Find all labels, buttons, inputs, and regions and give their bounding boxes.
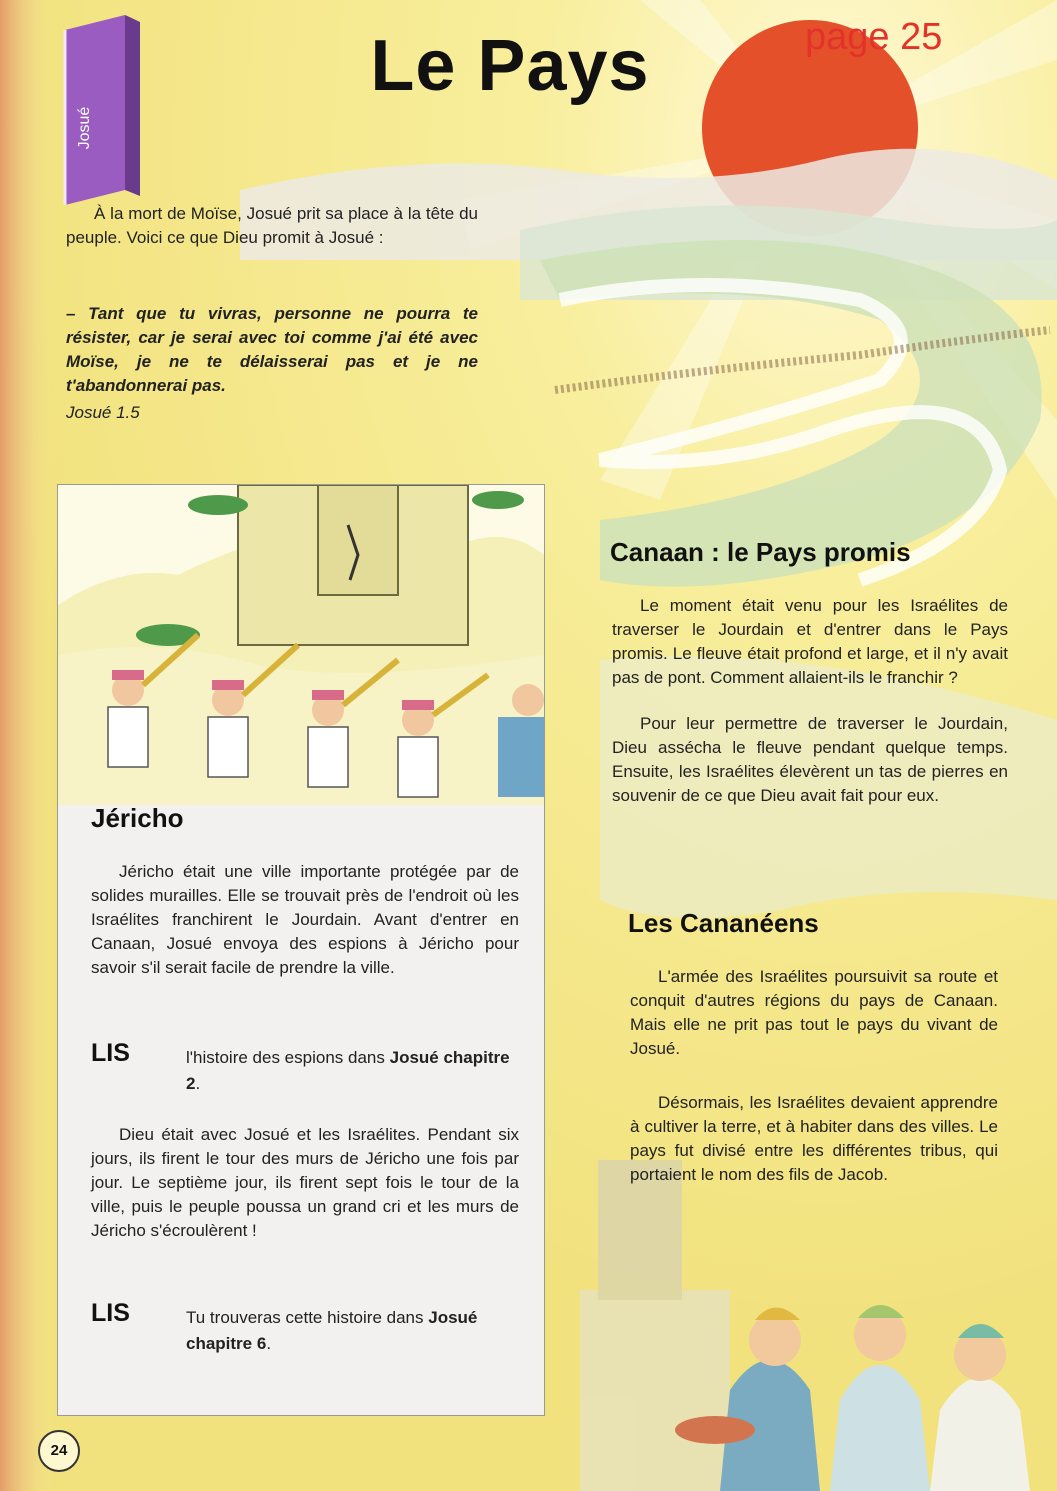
lis-text-1-end: . xyxy=(195,1074,201,1093)
page-number: 24 xyxy=(38,1430,80,1472)
jericho-illustration xyxy=(58,485,544,805)
jericho-box xyxy=(57,484,545,1416)
jericho-body-2 xyxy=(91,1123,519,1265)
lis-label-2: LIS xyxy=(91,1299,130,1327)
lis-row-2 xyxy=(91,1299,521,1357)
page-label: page 25 xyxy=(805,16,943,58)
lis-text-1-plain: l'histoire des espions dans xyxy=(186,1048,385,1067)
intro-text xyxy=(66,202,478,272)
cananeens-body-2 xyxy=(630,1091,998,1209)
lis-text-2-end: . xyxy=(266,1334,272,1353)
intro-quote: – Tant que tu vivras, personne ne pourra te résister, car je serai avec toi comme j'ai été avec Moïse, je ne te délaisserai pas et je ne t'abandonnerai pas. xyxy=(66,304,478,395)
lis-text-1 xyxy=(186,1045,521,1097)
book-spine-label: Josué xyxy=(76,106,93,150)
lis-text-2-bold: Josué chapitre 6 xyxy=(186,1308,478,1353)
page-title: Le Pays xyxy=(370,26,650,106)
canaan-paragraph-1: Le moment était venu pour les Israélites de traverser le Jourdain et d'entrer dans le Pays promis. Le fleuve était profond et large, et il n'y avait pas de pont. Comment allaient-ils le franchir ? xyxy=(612,596,1008,687)
jericho-paragraph-1: Jéricho était une ville importante protégée par de solides murailles. Elle se trouvait près de l'endroit où les Israélites franchirent le Jourdain. Avant d'entrer en Canaan, Josué envoya des espions à Jéricho pour savoir s'il serait facile de prendre la ville. xyxy=(91,862,519,977)
lis-label-1: LIS xyxy=(91,1039,130,1067)
intro-paragraph: À la mort de Moïse, Josué prit sa place à la tête du peuple. Voici ce que Dieu promit à Josué : xyxy=(66,204,478,247)
canaan-heading: Canaan : le Pays promis xyxy=(610,537,911,567)
cananeens-heading: Les Cananéens xyxy=(628,908,819,938)
jericho-paragraph-2: Dieu était avec Josué et les Israélites. Pendant six jours, ils firent le tour des murs de Jéricho une fois par jour. Le septième jour, ils firent sept fois le tour de la ville, puis le peuple poussa un grand cri et les murs de Jéricho s'écroulèrent ! xyxy=(91,1125,519,1240)
cananeens-paragraph-1: L'armée des Israélites poursuivit sa route et conquit d'autres régions du pays de Canaan. Mais elle ne prit pas tout le pays du vivant de Josué. xyxy=(630,967,998,1058)
lis-text-2-plain: Tu trouveras cette histoire dans xyxy=(186,1308,424,1327)
canaan-paragraph-2: Pour leur permettre de traverser le Jourdain, Dieu assécha le fleuve pendant quelque temps. Ensuite, les Israélites élevèrent un tas de pierres en souvenir de ce que Dieu avait fait pour eux. xyxy=(612,714,1008,805)
cananeens-paragraph-2: Désormais, les Israélites devaient apprendre à cultiver la terre, et à habiter dans des villes. Le pays fut divisé entre les différentes tribus, qui portaient le nom des fils de Jacob. xyxy=(630,1093,998,1184)
jericho-heading: Jéricho xyxy=(91,803,184,833)
lis-text-1-bold: Josué chapitre 2 xyxy=(186,1048,510,1093)
canaan-body xyxy=(612,594,1008,830)
lis-row-1 xyxy=(91,1039,521,1097)
cananeens-body xyxy=(630,965,998,1083)
intro-reference: Josué 1.5 xyxy=(66,403,140,422)
lis-text-2 xyxy=(186,1305,521,1357)
jericho-body xyxy=(91,860,519,1002)
